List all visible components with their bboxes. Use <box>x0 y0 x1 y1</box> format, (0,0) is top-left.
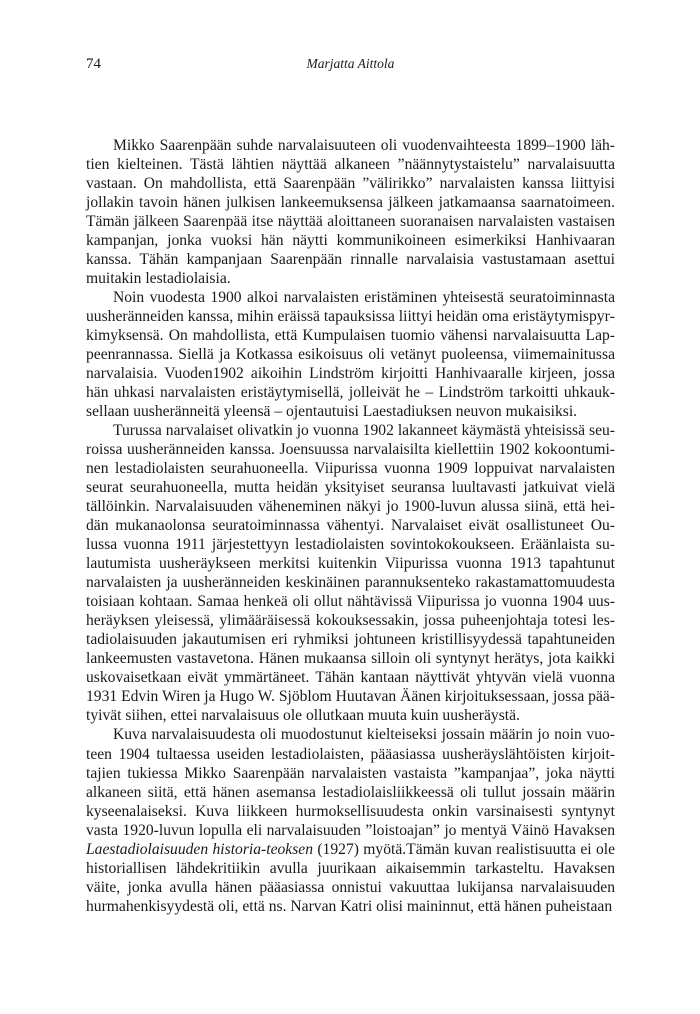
page-number: 74 <box>86 56 101 72</box>
paragraph-text: Kuva narvalaisuudesta oli muodostunut kielteiseksi jossain määrin jo noin vuoteen 1904 tultaessa useiden lestadiolaisten, pääasiassa uusheräyslähtöisten kirjoittajien tukiessa Mikko Saarenpään narvalaisten vastaista ”kampanjaa”, joka näytti alkaneen siitä, että hänen asemansa lestadiolaisliikkeessä oli tullut jossain määrin kyseenalaiseksi. Kuva liikkeen hurmoksellisuudesta onkin varsinaisesti syntynyt vasta 1920-luvun lopulla eli narvalaisuuden ”loistoajan” jo mentyä Väinö Havaksen <box>86 726 615 839</box>
paragraph <box>86 725 615 915</box>
paragraph: Mikko Saarenpään suhde narvalaisuuteen oli vuodenvaihteesta 1899–1900 lähtien kielteinen. Tästä lähtien näyttää alkaneen ”näännytystaistelu” narvalaisuutta vastaan. On mahdollista, että Saarenpään ”välirikko” narvalaisten kanssa liittyisi jollakin tavoin hänen julkisen lankeemuksensa jälkeen jatkamaansa saarnatoimeen. Tämän jälkeen Saarenpää itse näyttää aloittaneen suoranaisen narvalaisten vastaisen kampanjan, jonka vuoksi hän näytti kommunikoineen esimerkiksi Hanhivaaran kanssa. Tähän kampanjaan Saarenpään rinnalle narvalaisia vastustamaan asettui muitakin lestadiolaisia. <box>86 137 615 288</box>
book-title: Laestadiolaisuuden historia-teoksen <box>86 840 313 858</box>
running-head: Marjatta Aittola <box>306 56 395 71</box>
body-text <box>86 136 615 916</box>
paragraph-text: (1927) myötä.Tämän kuvan realistisuutta ei ole historiallisen lähdekritiikin avulla juurikaan aikaisemmin tarkasteltu. Havaksen väite, jonka avulla hänen pääasiassa onnistui vakuuttaa lukijansa narvalaisuuden hurmahenkisyydestä oli, että ns. Narvan Katri olisi maininnut, että hänen puheistaan <box>86 840 616 915</box>
paragraph: Turussa narvalaiset olivatkin jo vuonna 1902 lakanneet käymästä yhteisissä seuroissa uusheränneiden kanssa. Joensuussa narvalaisilta kiellettiin 1902 kokoontuminen lestadiolaisten seurahuoneella. Viipurissa vuonna 1909 loppuivat narvalaisten seurat seurahuoneella, mutta heidän yksityiset seuransa luultavasti jatkuivat vielä tällöinkin. Narvalaisuuden väheneminen näkyi jo 1900-luvun alussa siinä, että heidän mukanaolonsa seuratoiminnassa vähentyi. Narvalaiset eivät osallistuneet Oulussa vuonna 1911 järjestettyyn lestadiolaisten sovintokokoukseen. Eräänlaista sulautumista uusheräykseen merkitsi kuitenkin Viipurissa vuonna 1913 tapahtunut narvalaisten ja uusheränneiden keskinäinen parannuksenteko rakastamattomuudesta toisiaan kohtaan. Samaa henkeä oli ollut nähtävissä Viipurissa jo vuonna 1904 uusheräyksen yleisessä, ylimääräisessä kokouksessakin, jossa puheenjohtaja totesi lestadiolaisuuden jakautumisen eri ryhmiksi johtuneen kristillisyydessä tapahtuneiden lankeemusten vastavetona. Hänen mukaansa silloin oli syntynyt herätys, jota kaikki uskovaisetkaan eivät ymmärtäneet. Tähän kantaan näyttivät yhtyvän vielä vuonna 1931 Edvin Wiren ja Hugo W. Sjöblom Huutavan Äänen kirjoituksessaan, jossa päätyivät siihen, ettei narvalaisuus ole ollutkaan muuta kuin uusheräystä. <box>86 422 615 725</box>
page-header <box>86 56 615 76</box>
paragraph: Noin vuodesta 1900 alkoi narvalaisten eristäminen yhteisestä seuratoiminnasta uusheränneiden kanssa, mihin eräissä tapauksissa liittyi heidän oma eristäytymispyrkimyksensä. On mahdollista, että Kumpulaisen tuomio vähensi narvalaisuutta Lappeenrannassa. Siellä ja Kotkassa esikoisuus oli vetänyt puoleensa, viimemainitussa narvalaisia. Vuoden1902 aikoihin Lindström kirjoitti Hanhivaaralle kirjeen, jossa hän uhkasi narvalaisten eristäytymisellä, jolleivät he – Lindström tarkoitti uhkauksellaan uusheränneitä yleensä – ojentautuisi Laestadiuksen neuvon mukaisiksi. <box>86 289 615 421</box>
